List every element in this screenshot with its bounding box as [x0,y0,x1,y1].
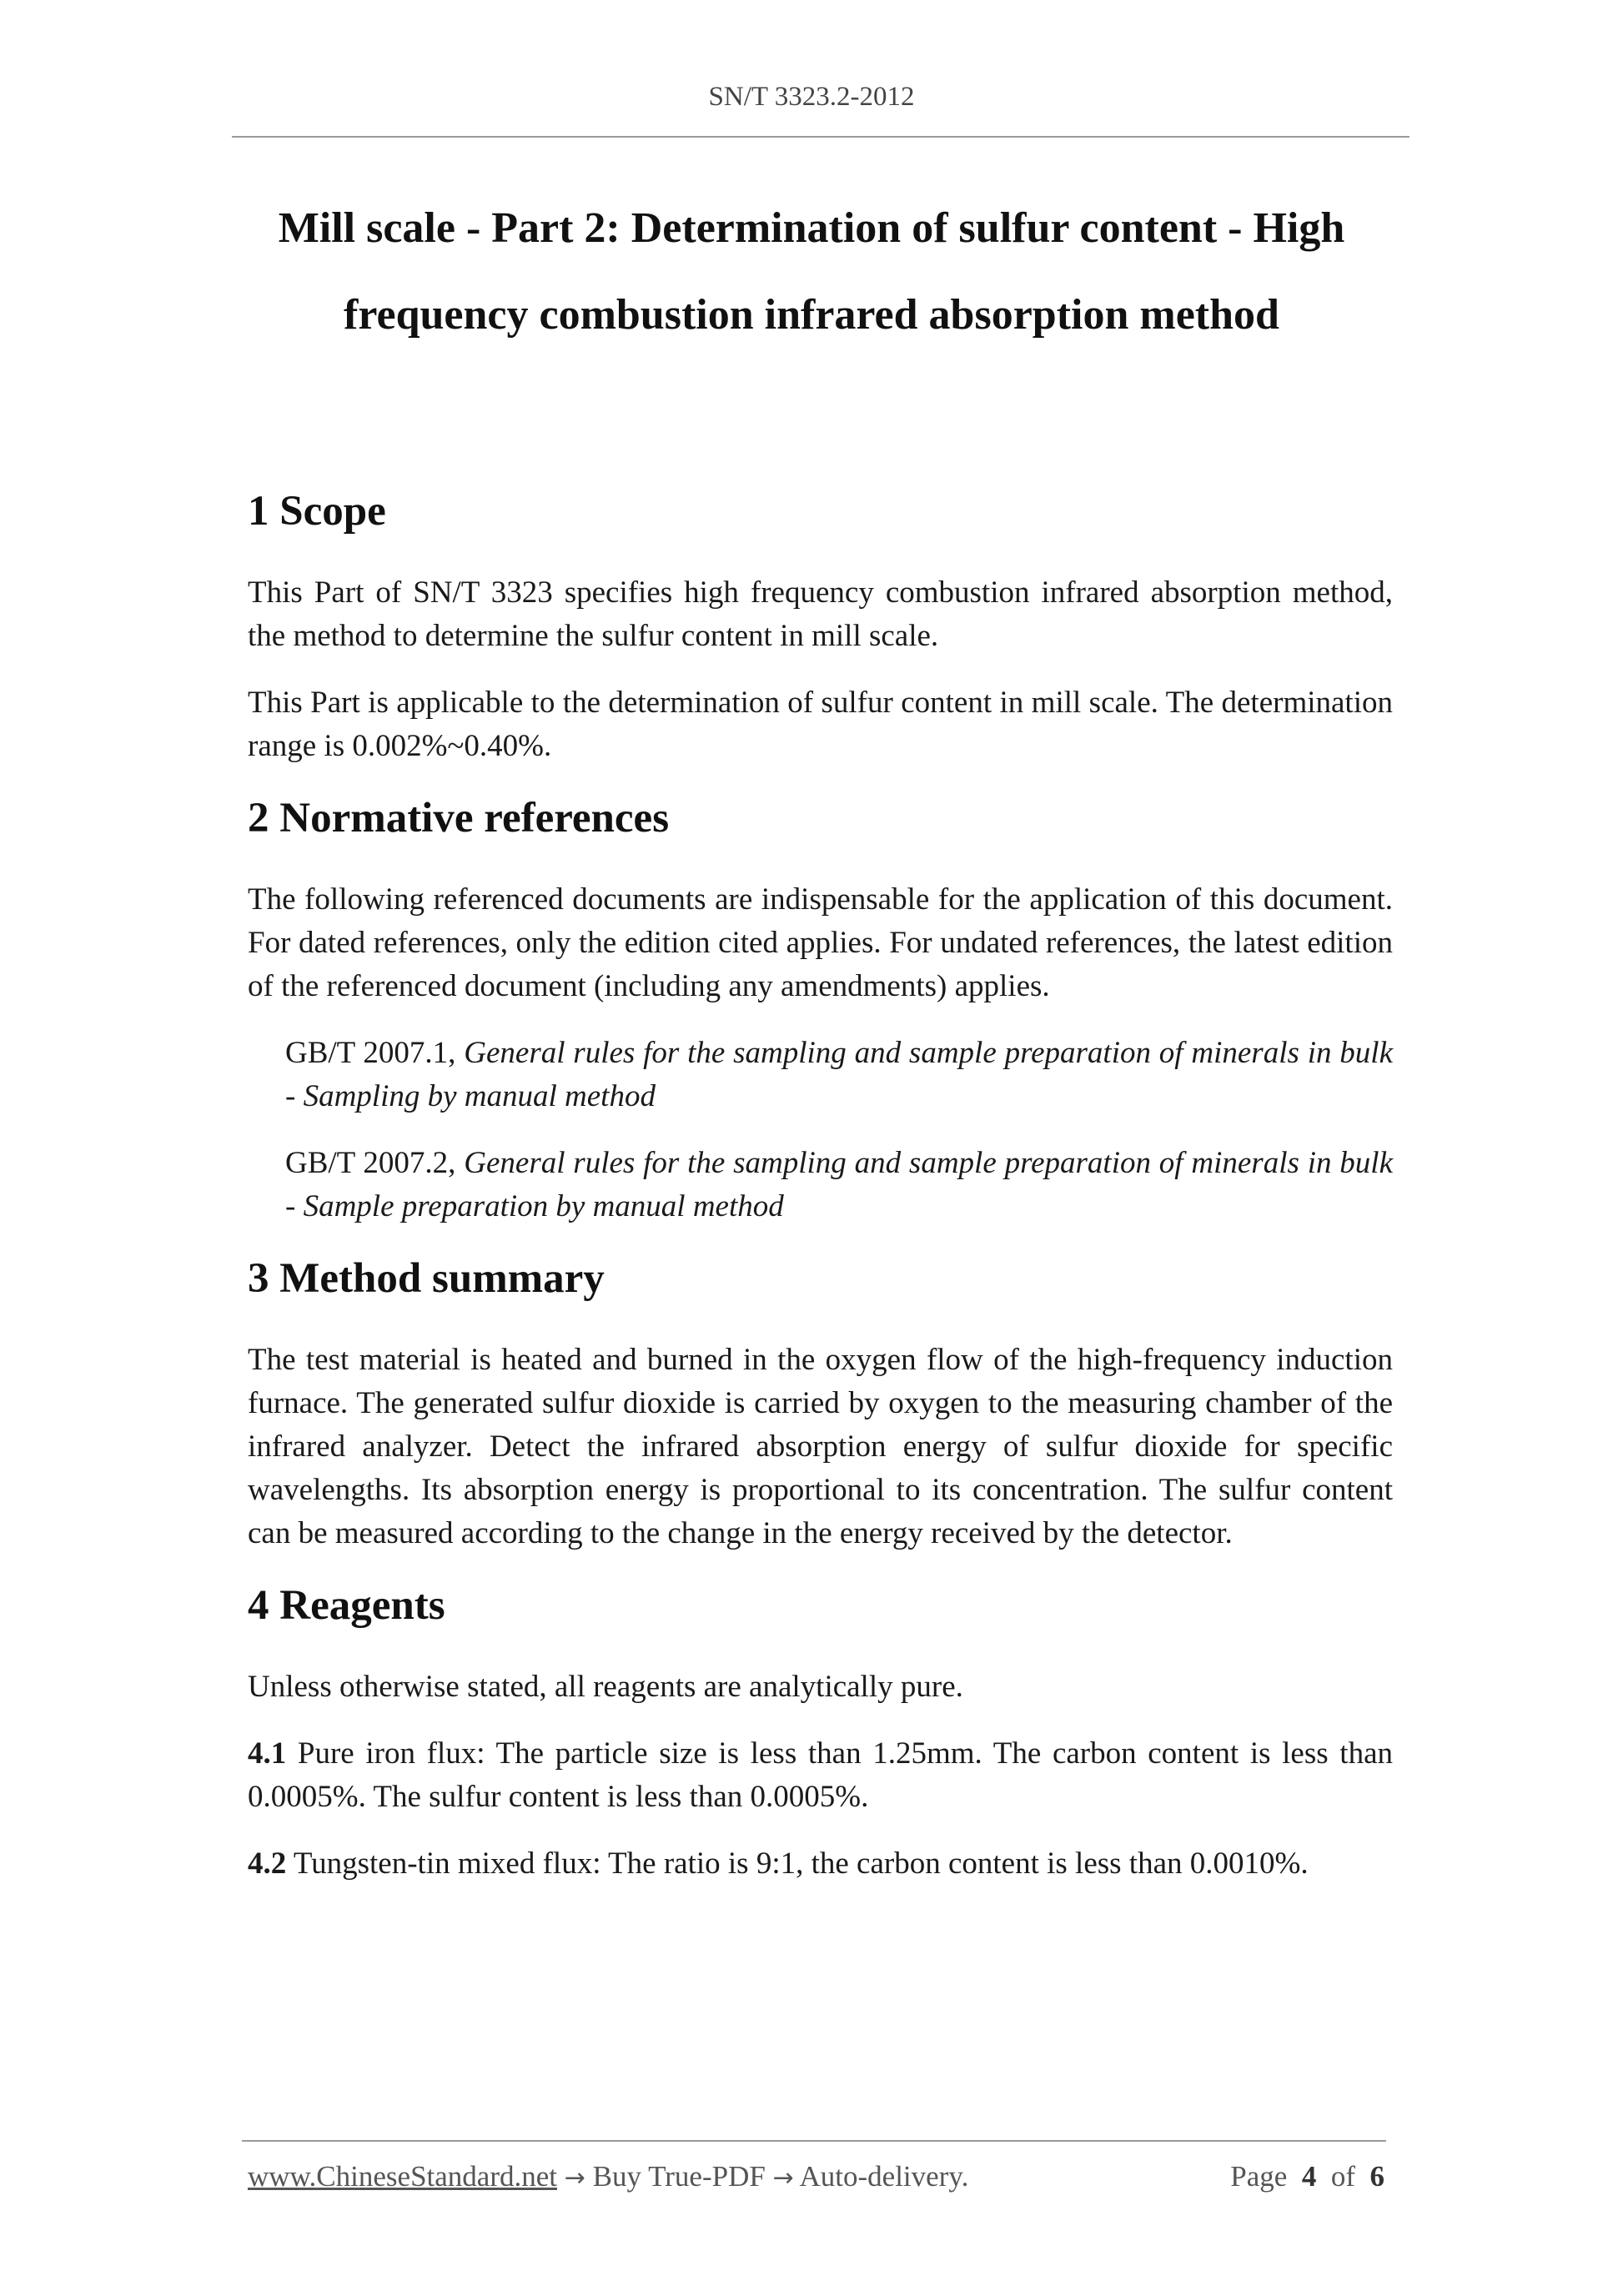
of-label: of [1330,2160,1355,2193]
footer-left [248,2160,968,2193]
section-heading-reagents: 4 Reagents [248,1582,445,1629]
page-label: Page [1230,2160,1288,2193]
reference-code: GB/T 2007.1, [285,1036,465,1070]
reagent-item-4-1 [248,1732,1393,1819]
clause-number: 4.1 [248,1736,287,1771]
reagents-intro-paragraph: Unless otherwise stated, all reagents are analytically pure. [248,1670,963,1704]
reference-code: GB/T 2007.2, [285,1146,465,1180]
reagent-item-4-2 [248,1842,1393,1886]
buy-true-pdf-text: Buy True-PDF [585,2160,773,2193]
section-heading-normative-references: 2 Normative references [248,795,670,842]
section-heading-method-summary: 3 Method summary [248,1255,605,1302]
scope-paragraph-1: This Part of SN/T 3323 specifies high frequency combustion infrared absorption method, the method to determine the sulfur content in mill scale. [248,575,1393,653]
page-current: 4 [1301,2160,1317,2193]
website-link[interactable]: www.ChineseStandard.net [248,2160,557,2193]
scope-paragraph-2: This Part is applicable to the determination of sulfur content in mill scale. The determination range is 0.002%~0.40%. [248,686,1393,763]
page-footer [248,2160,1384,2202]
document-body [248,480,1393,1886]
clause-text: Tungsten-tin mixed flux: The ratio is 9:1, the carbon content is less than 0.0010%. [286,1846,1309,1881]
method-summary-paragraph: The test material is heated and burned in the oxygen flow of the high-frequency induction furnace. The generated sulfur dioxide is carried by oxygen to the measuring chamber of the infrared analyzer. Detect the infrared absorption energy of sulfur dioxide for specific wavelengths. Its absorption energy is proportional to its concentration. The sulfur content can be measured according to the change in the energy received by the detector. [248,1343,1393,1550]
page-number [1230,2160,1384,2193]
document-title [250,185,1373,359]
section-heading-scope: 1 Scope [248,488,386,535]
footer-divider [242,2140,1386,2142]
reference-title: General rules for the sampling and sample preparation of minerals in bulk - Sample preparation by manual method [285,1146,1393,1223]
arrow-right-icon: → [564,2163,585,2193]
header-divider [232,136,1409,138]
reference-title: General rules for the sampling and sample preparation of minerals in bulk - Sampling by manual method [285,1036,1393,1113]
clause-text: Pure iron flux: The particle size is less than 1.25mm. The carbon content is less than 0.0005%. The sulfur content is less than 0.0005%. [248,1736,1393,1814]
reference-item-2 [248,1142,1393,1228]
title-line-1: Mill scale - Part 2: Determination of sulfur content - High [278,204,1345,252]
references-intro-paragraph: The following referenced documents are indispensable for the application of this document. For dated references, only the edition cited applies. For undated references, the latest edition of the referenced document (including any amendments) applies. [248,882,1393,1003]
document-code-header: SN/T 3323.2-2012 [708,82,915,112]
reference-item-1 [248,1032,1393,1118]
title-line-2: frequency combustion infrared absorption method [344,291,1279,339]
auto-delivery-text: Auto-delivery. [793,2160,969,2193]
page-total: 6 [1369,2160,1384,2193]
clause-number: 4.2 [248,1846,287,1881]
arrow-right-icon: → [772,2163,794,2193]
